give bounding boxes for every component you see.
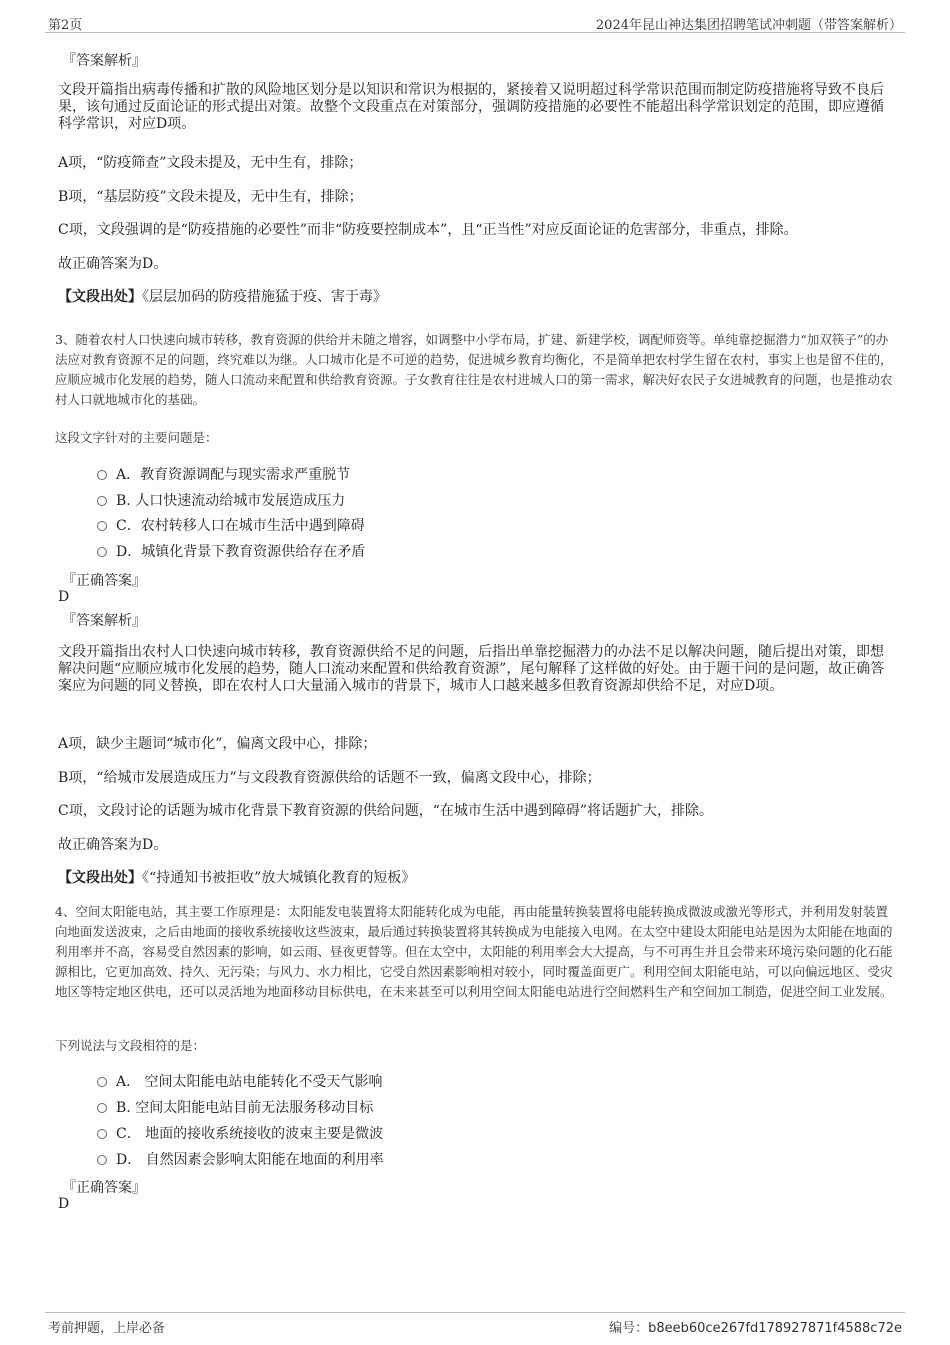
- q4-option-b[interactable]: [97, 1097, 373, 1117]
- document-title: 2024年昆山神达集团招聘笔试冲刺题（带答案解析）: [595, 18, 902, 33]
- q2-option-a-analysis: A项，“防疫筛查”文段未提及，无中生有，排除；: [58, 155, 363, 171]
- q4-option-d[interactable]: [97, 1149, 384, 1169]
- document-code-label: 编号：: [609, 1321, 649, 1336]
- q3-option-a-label: A．教育资源调配与现实需求严重脱节: [116, 467, 351, 483]
- radio-icon[interactable]: [97, 521, 107, 531]
- q4-option-d-label: D． 自然因素会影响太阳能在地面的利用率: [116, 1152, 384, 1168]
- q3-source: [58, 867, 415, 887]
- q3-option-c-label: C．农村转移人口在城市生活中遇到障碍: [116, 518, 365, 534]
- q2-source-title: 《层层加码的防疫措施猛于疫、害于毒》: [142, 289, 387, 305]
- q2-source: [58, 286, 387, 306]
- q3-answer-heading: 『正确答案』: [62, 573, 146, 589]
- q3-option-a[interactable]: [97, 464, 350, 484]
- radio-icon[interactable]: [97, 470, 107, 480]
- q4-option-a-label: A． 空间太阳能电站电能转化不受天气影响: [116, 1074, 383, 1090]
- q4-option-b-label: B. 空间太阳能电站目前无法服务移动目标: [116, 1100, 374, 1116]
- q4-option-c[interactable]: [97, 1123, 383, 1143]
- q3-source-title: 《“持通知书被拒收”放大城镇化教育的短板》: [142, 870, 416, 886]
- q4-prompt: 下列说法与文段相符的是：: [55, 1038, 206, 1053]
- q2-analysis-heading: 『答案解析』: [62, 53, 146, 69]
- radio-icon[interactable]: [97, 547, 107, 557]
- document-code: [609, 1317, 902, 1336]
- q3-prompt: 这段文字针对的主要问题是：: [55, 430, 218, 445]
- q3-answer: D: [58, 589, 70, 605]
- q4-answer: D: [58, 1196, 70, 1212]
- q3-option-b-label: B. 人口快速流动给城市发展造成压力: [116, 493, 346, 509]
- q4-option-a[interactable]: [97, 1071, 383, 1091]
- radio-icon[interactable]: [97, 1077, 107, 1087]
- footer-slogan: 考前押题，上岸必备: [48, 1321, 166, 1336]
- q3-option-d[interactable]: [97, 541, 365, 561]
- page-header: [45, 12, 905, 33]
- radio-icon[interactable]: [97, 496, 107, 506]
- q2-analysis-text: 文段开篇指出病毒传播和扩散的风险地区划分是以知识和常识为根据的，紧接着又说明超过科学常识范围而制定防疫措施将导致不良后果，该句通过反面论证的形式提出对策。故整个文段重点在对策部分，强调防疫措施的必要性不能超出科学常识划定的范围，即应遵循科学常识，对应D项。: [58, 82, 884, 132]
- q3-option-b-analysis: B项，“给城市发展造成压力”与文段教育资源供给的话题不一致，偏离文段中心，排除；: [58, 770, 601, 786]
- q3-option-b[interactable]: [97, 490, 345, 510]
- q3-option-d-label: D．城镇化背景下教育资源供给存在矛盾: [116, 544, 366, 560]
- radio-icon[interactable]: [97, 1103, 107, 1113]
- q3-option-c[interactable]: [97, 515, 365, 535]
- q2-source-label: 【文段出处】: [58, 289, 142, 305]
- q3-conclusion: 故正确答案为D。: [58, 837, 168, 853]
- q3-analysis-heading: 『答案解析』: [62, 613, 146, 629]
- q3-option-a-analysis: A项，缺少主题词“城市化”，偏离文段中心，排除；: [58, 736, 377, 752]
- q3-source-label: 【文段出处】: [58, 870, 142, 886]
- q3-option-c-analysis: C项，文段讨论的话题为城市化背景下教育资源的供给问题，“在城市生活中遇到障碍”将话题扩大，排除。: [58, 803, 714, 819]
- page-number: 第2页: [48, 18, 83, 33]
- q2-conclusion: 故正确答案为D。: [58, 256, 168, 272]
- q3-question-text: 3、随着农村人口快速向城市转移，教育资源的供给并未随之增容，如调整中小学布局，扩建、新建学校，调配师资等。单纯靠挖掘潜力“加双筷子”的办法应对教育资源不足的问题，终究难以为继。人口城市化是不可逆的趋势，促进城乡教育均衡化，不是简单把农村学生留在农村，事实上也是留不住的，应顺应城市化发展的趋势，随人口流动来配置和供给教育资源。子女教育往往是农村进城人口的第一需求，解决好农民子女进城教育的问题，也是推动农村人口就地城市化的基础。: [55, 332, 893, 407]
- document-code-value: b8eeb60ce267fd178927871f4588c72e: [648, 1321, 902, 1336]
- q2-option-c-analysis: C项，文段强调的是“防疫措施的必要性”而非“防疫要控制成本”，且“正当性”对应反面论证的危害部分，非重点，排除。: [58, 222, 798, 238]
- q2-option-b-analysis: B项，“基层防疫”文段未提及，无中生有，排除；: [58, 189, 363, 205]
- radio-icon[interactable]: [97, 1129, 107, 1139]
- radio-icon[interactable]: [97, 1155, 107, 1165]
- q4-option-c-label: C． 地面的接收系统接收的波束主要是微波: [116, 1126, 384, 1142]
- q3-analysis-text: 文段开篇指出农村人口快速向城市转移，教育资源供给不足的问题，后指出单靠挖掘潜力的办法不足以解决问题，随后提出对策，即想解决问题“应顺应城市化发展的趋势，随人口流动来配置和供给教育资源”，尾句解释了这样做的好处。由于题干问的是问题，故正确答案应为问题的同义替换，即在农村人口大量涌入城市的背景下，城市人口越来越多但教育资源却供给不足，对应D项。: [58, 644, 885, 694]
- q4-question-text: 4、空间太阳能电站，其主要工作原理是：太阳能发电装置将太阳能转化成为电能，再由能量转换装置将电能转换成微波或激光等形式，并利用发射装置向地面发送波束，之后由地面的接收系统接收这些波束，最后通过转换装置将其转换成为电能接入电网。在太空中建设太阳能电站是因为太阳能在地面的利用率并不高，容易受自然因素的影响，如云雨、昼夜更替等。但在太空中，太阳能的利用率会大大提高，与不可再生并且会带来环境污染问题的化石能源相比，它更加高效、持久、无污染；与风力、水力相比，它受自然因素影响相对较小，同时覆盖面更广。利用空间太阳能电站，可以向偏远地区、受灾地区等特定地区供电，还可以灵活地为地面移动目标供电，在未来甚至可以利用空间太阳能电站进行空间燃料生产和空间加工制造，促进空间工业发展。: [55, 904, 893, 999]
- page-footer: [45, 1312, 905, 1343]
- q4-answer-heading: 『正确答案』: [62, 1180, 146, 1196]
